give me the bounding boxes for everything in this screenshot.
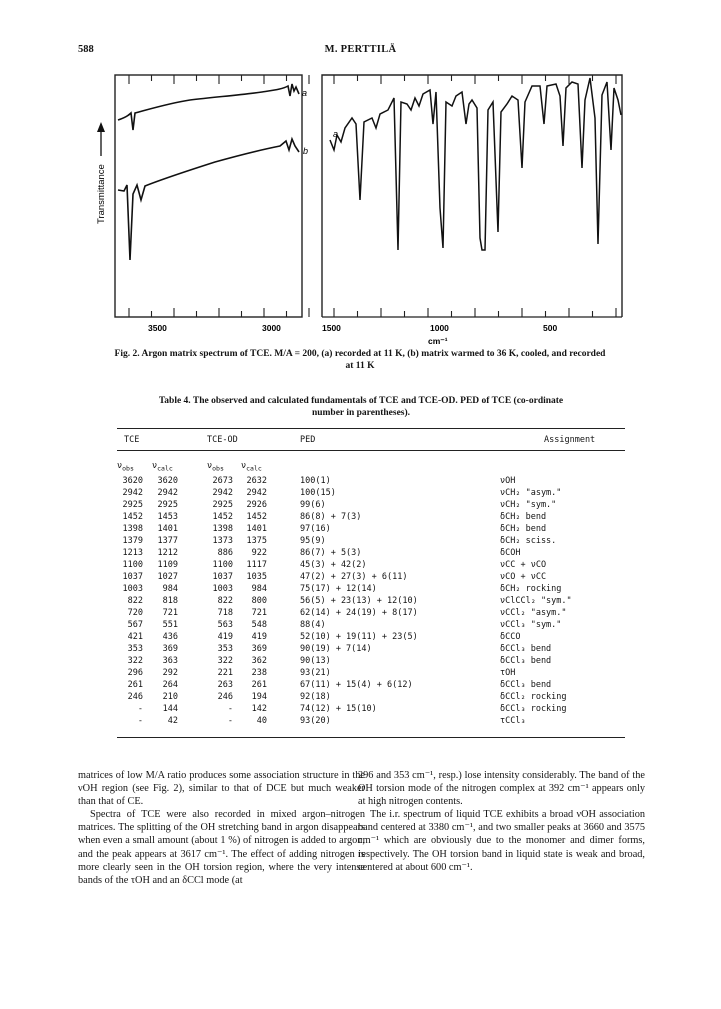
cell-od-obs: 718 [217,608,233,618]
cell-tce-calc: 144 [162,704,178,714]
subheader-tce-calc: $\nu_{calc}$ [152,461,173,473]
cell-assignment: νCH₂ "asym." [500,488,562,498]
cell-assignment: δCCO [500,632,521,642]
cell-tce-calc: 2942 [157,488,178,498]
table-row [0,668,721,680]
cell-tce-calc: 2925 [157,500,178,510]
cell-assignment: δCCl₃ bend [500,644,552,654]
x-axis-label: cm⁻¹ [428,336,448,345]
cell-od-calc: 2926 [246,500,267,510]
cell-od-obs: 419 [217,632,233,642]
cell-assignment: τCCl₃ [500,716,526,726]
cell-od-calc: 1452 [246,512,267,522]
cell-od-obs: 353 [217,644,233,654]
tick-label-3000: 3000 [262,323,281,333]
cell-od-obs: 822 [217,596,233,606]
table-row [0,584,721,596]
cell-tce-obs: 353 [127,644,143,654]
cell-assignment: δCH₂ bend [500,512,547,522]
cell-tce-obs: 246 [127,692,143,702]
cell-tce-calc: 1027 [157,572,178,582]
cell-tce-obs: 720 [127,608,143,618]
cell-tce-calc: 721 [162,608,178,618]
curve-label-b-left: b [303,146,309,156]
cell-od-calc: 369 [251,644,267,654]
cell-ped: 100(1) [300,476,331,486]
cell-od-calc: 142 [251,704,267,714]
cell-od-calc: 1117 [246,560,267,570]
cell-ped: 47(2) + 27(3) + 6(11) [300,572,408,582]
tick-label-500: 500 [543,323,558,333]
cell-assignment: δCCl₂ rocking [500,692,567,702]
cell-tce-obs: 296 [127,668,143,678]
table-top-rule [117,428,625,429]
cell-tce-calc: 1377 [157,536,178,546]
cell-tce-obs: 1037 [122,572,143,582]
cell-tce-obs: 1398 [122,524,143,534]
cell-ped: 99(6) [300,500,326,510]
table-row [0,680,721,692]
cell-tce-calc: 264 [162,680,178,690]
cell-tce-obs: 567 [127,620,143,630]
cell-tce-calc: 1212 [157,548,178,558]
cell-od-obs: 1100 [212,560,233,570]
right-panel-frame [322,75,622,317]
table-row [0,656,721,668]
cell-tce-calc: 369 [162,644,178,654]
cell-ped: 95(9) [300,536,326,546]
header-tce: TCE [124,435,140,445]
subheader-od-obs: $\nu_{obs}$ [207,461,224,473]
curve-label-a-left: a [302,88,308,98]
table-row [0,596,721,608]
table-row [0,500,721,512]
cell-assignment: νClCCl₂ "sym." [500,596,572,606]
table-row [0,524,721,536]
cell-od-obs: 246 [217,692,233,702]
page-number: 588 [78,44,94,55]
cell-tce-calc: 1109 [157,560,178,570]
cell-od-calc: 261 [251,680,267,690]
cell-ped: 86(7) + 5(3) [300,548,362,558]
cell-assignment: δCCl₃ bend [500,656,552,666]
cell-tce-obs: 421 [127,632,143,642]
cell-od-obs: 2925 [212,500,233,510]
cell-ped: 100(15) [300,488,336,498]
tick-label-3500: 3500 [148,323,167,333]
cell-od-obs: 563 [217,620,233,630]
cell-tce-obs: 1379 [122,536,143,546]
cell-od-calc: 40 [256,716,267,726]
cell-ped: 88(4) [300,620,326,630]
table-row [0,476,721,488]
cell-tce-obs: 2925 [122,500,143,510]
header-assignment: Assignment [544,435,596,445]
cell-od-obs: 322 [217,656,233,666]
cell-assignment: δCOH [500,548,521,558]
cell-od-calc: 362 [251,656,267,666]
cell-od-obs: 221 [217,668,233,678]
cell-ped: 67(11) + 15(4) + 6(12) [300,680,413,690]
cell-ped: 45(3) + 42(2) [300,560,367,570]
table-row [0,704,721,716]
cell-tce-calc: 363 [162,656,178,666]
cell-od-obs: - [227,716,233,726]
tick-label-1000: 1000 [430,323,449,333]
body-paragraph-1: matrices of low M/A ratio produces some association structure in the νOH region (see Fig. 2), similar to that of DCE but much weaker than that of CE. [78,770,365,808]
spectrum-curve-b-left [118,139,299,260]
cell-tce-obs: 2942 [122,488,143,498]
cell-assignment: νCC + νCO [500,560,547,570]
cell-tce-calc: 1453 [157,512,178,522]
body-paragraph-2: Spectra of TCE were also recorded in mixed argon–nitrogen matrices. The splitting of the OH stretching band in argon disappears when even a small amount (about 1 %) of nitrogen is added to argon, and the peak appears at 3617 cm⁻¹. The effect of adding nitrogen is more clearly seen in the OH torsion region, where the very intense bands of the τOH and an δCCl mode (at [78,809,365,886]
spectrum-curve-a-right [330,78,621,250]
subheader-od-calc: $\nu_{calc}$ [241,461,262,473]
cell-od-obs: 2673 [212,476,233,486]
cell-assignment: νOH [500,476,516,486]
cell-tce-obs: 1003 [122,584,143,594]
header-ped: PED [300,435,316,445]
table-caption: Table 4. The observed and calculated fundamentals of TCE and TCE-OD. PED of TCE (co-ordinate number in parentheses). [158,396,564,418]
cell-od-obs: 1373 [212,536,233,546]
cell-od-calc: 194 [251,692,267,702]
cell-od-calc: 238 [251,668,267,678]
cell-tce-obs: - [137,704,143,714]
cell-assignment: τOH [500,668,516,678]
cell-tce-obs: 3620 [122,476,143,486]
cell-od-calc: 548 [251,620,267,630]
cell-od-calc: 419 [251,632,267,642]
cell-tce-calc: 818 [162,596,178,606]
cell-tce-calc: 210 [162,692,178,702]
cell-assignment: δCH₂ sciss. [500,536,557,546]
cell-tce-calc: 551 [162,620,178,630]
table-row [0,572,721,584]
cell-assignment: δCH₂ bend [500,524,547,534]
cell-ped: 74(12) + 15(10) [300,704,377,714]
cell-tce-obs: - [137,716,143,726]
table-row [0,560,721,572]
table-row [0,548,721,560]
cell-assignment: νCH₂ "sym." [500,500,557,510]
cell-ped: 97(16) [300,524,331,534]
table-row [0,620,721,632]
cell-ped: 56(5) + 23(13) + 12(10) [300,596,418,606]
cell-assignment: νCO + νCC [500,572,547,582]
table-row [0,716,721,728]
cell-tce-calc: 3620 [157,476,178,486]
table-bottom-rule [117,737,625,738]
figure-caption: Fig. 2. Argon matrix spectrum of TCE. M/A = 200, (a) recorded at 11 K, (b) matrix warmed to 36 K, cooled, and recorded at 11 K [114,349,606,371]
cell-od-calc: 1375 [246,536,267,546]
curve-label-a-right: a [333,129,339,139]
header-tce-od: TCE-OD [207,435,238,445]
tick-label-1500: 1500 [322,323,341,333]
cell-tce-calc: 436 [162,632,178,642]
table-row [0,692,721,704]
cell-od-obs: 1037 [212,572,233,582]
cell-od-calc: 800 [251,596,267,606]
body-paragraph-4: The i.r. spectrum of liquid TCE exhibits a broad νOH association band centered at 3380 cm⁻¹, and two smaller peaks at 3660 and 3575 cm⁻¹ which are obviously due to the monomer and dimer forms, respectively. The OH torsion band in liquid state is weak and broad, centered at about 600 cm⁻¹. [358,809,645,873]
cell-od-calc: 984 [251,584,267,594]
ir-spectrum-figure [0,0,721,345]
body-right-column [358,769,645,874]
cell-od-calc: 2632 [246,476,267,486]
y-axis-label: Transmittance [96,164,107,224]
body-left-column [78,769,365,887]
cell-ped: 52(10) + 19(11) + 23(5) [300,632,418,642]
cell-ped: 92(18) [300,692,331,702]
table-row [0,632,721,644]
cell-od-calc: 2942 [246,488,267,498]
cell-tce-obs: 261 [127,680,143,690]
cell-od-obs: 263 [217,680,233,690]
cell-tce-obs: 1213 [122,548,143,558]
cell-od-calc: 1035 [246,572,267,582]
cell-od-obs: - [227,704,233,714]
cell-tce-calc: 984 [162,584,178,594]
table-row [0,644,721,656]
cell-ped: 90(13) [300,656,331,666]
cell-tce-obs: 1452 [122,512,143,522]
cell-od-obs: 1452 [212,512,233,522]
spectrum-curve-a-left [118,84,299,130]
cell-ped: 75(17) + 12(14) [300,584,377,594]
cell-od-obs: 1398 [212,524,233,534]
cell-assignment: δCCl₃ rocking [500,704,567,714]
cell-ped: 93(21) [300,668,331,678]
cell-ped: 86(8) + 7(3) [300,512,362,522]
table-row [0,608,721,620]
cell-ped: 93(20) [300,716,331,726]
cell-assignment: δCCl₃ bend [500,680,552,690]
cell-od-obs: 1003 [212,584,233,594]
y-axis-arrowhead [97,122,105,132]
cell-od-obs: 886 [217,548,233,558]
cell-od-obs: 2942 [212,488,233,498]
subheader-tce-obs: $\nu_{obs}$ [117,461,134,473]
table-header-rule [117,450,625,451]
table-row [0,536,721,548]
cell-tce-calc: 42 [167,716,178,726]
body-paragraph-3: 296 and 353 cm⁻¹, resp.) lose intensity considerably. The band of the OH torsion mode of the nitrogen complex at 392 cm⁻¹ appears only at high nitrogen contents. [358,770,645,808]
table-row [0,512,721,524]
cell-assignment: δCH₂ rocking [500,584,562,594]
cell-ped: 90(19) + 7(14) [300,644,372,654]
cell-tce-obs: 1100 [122,560,143,570]
cell-assignment: νCCl₂ "asym." [500,608,567,618]
cell-od-calc: 922 [251,548,267,558]
cell-ped: 62(14) + 24(19) + 8(17) [300,608,418,618]
cell-od-calc: 721 [251,608,267,618]
running-head: M. PERTTILÄ [324,44,397,55]
cell-tce-calc: 292 [162,668,178,678]
cell-assignment: νCCl₃ "sym." [500,620,562,630]
cell-tce-obs: 322 [127,656,143,666]
cell-tce-calc: 1401 [157,524,178,534]
cell-od-calc: 1401 [246,524,267,534]
cell-tce-obs: 822 [127,596,143,606]
table-row [0,488,721,500]
